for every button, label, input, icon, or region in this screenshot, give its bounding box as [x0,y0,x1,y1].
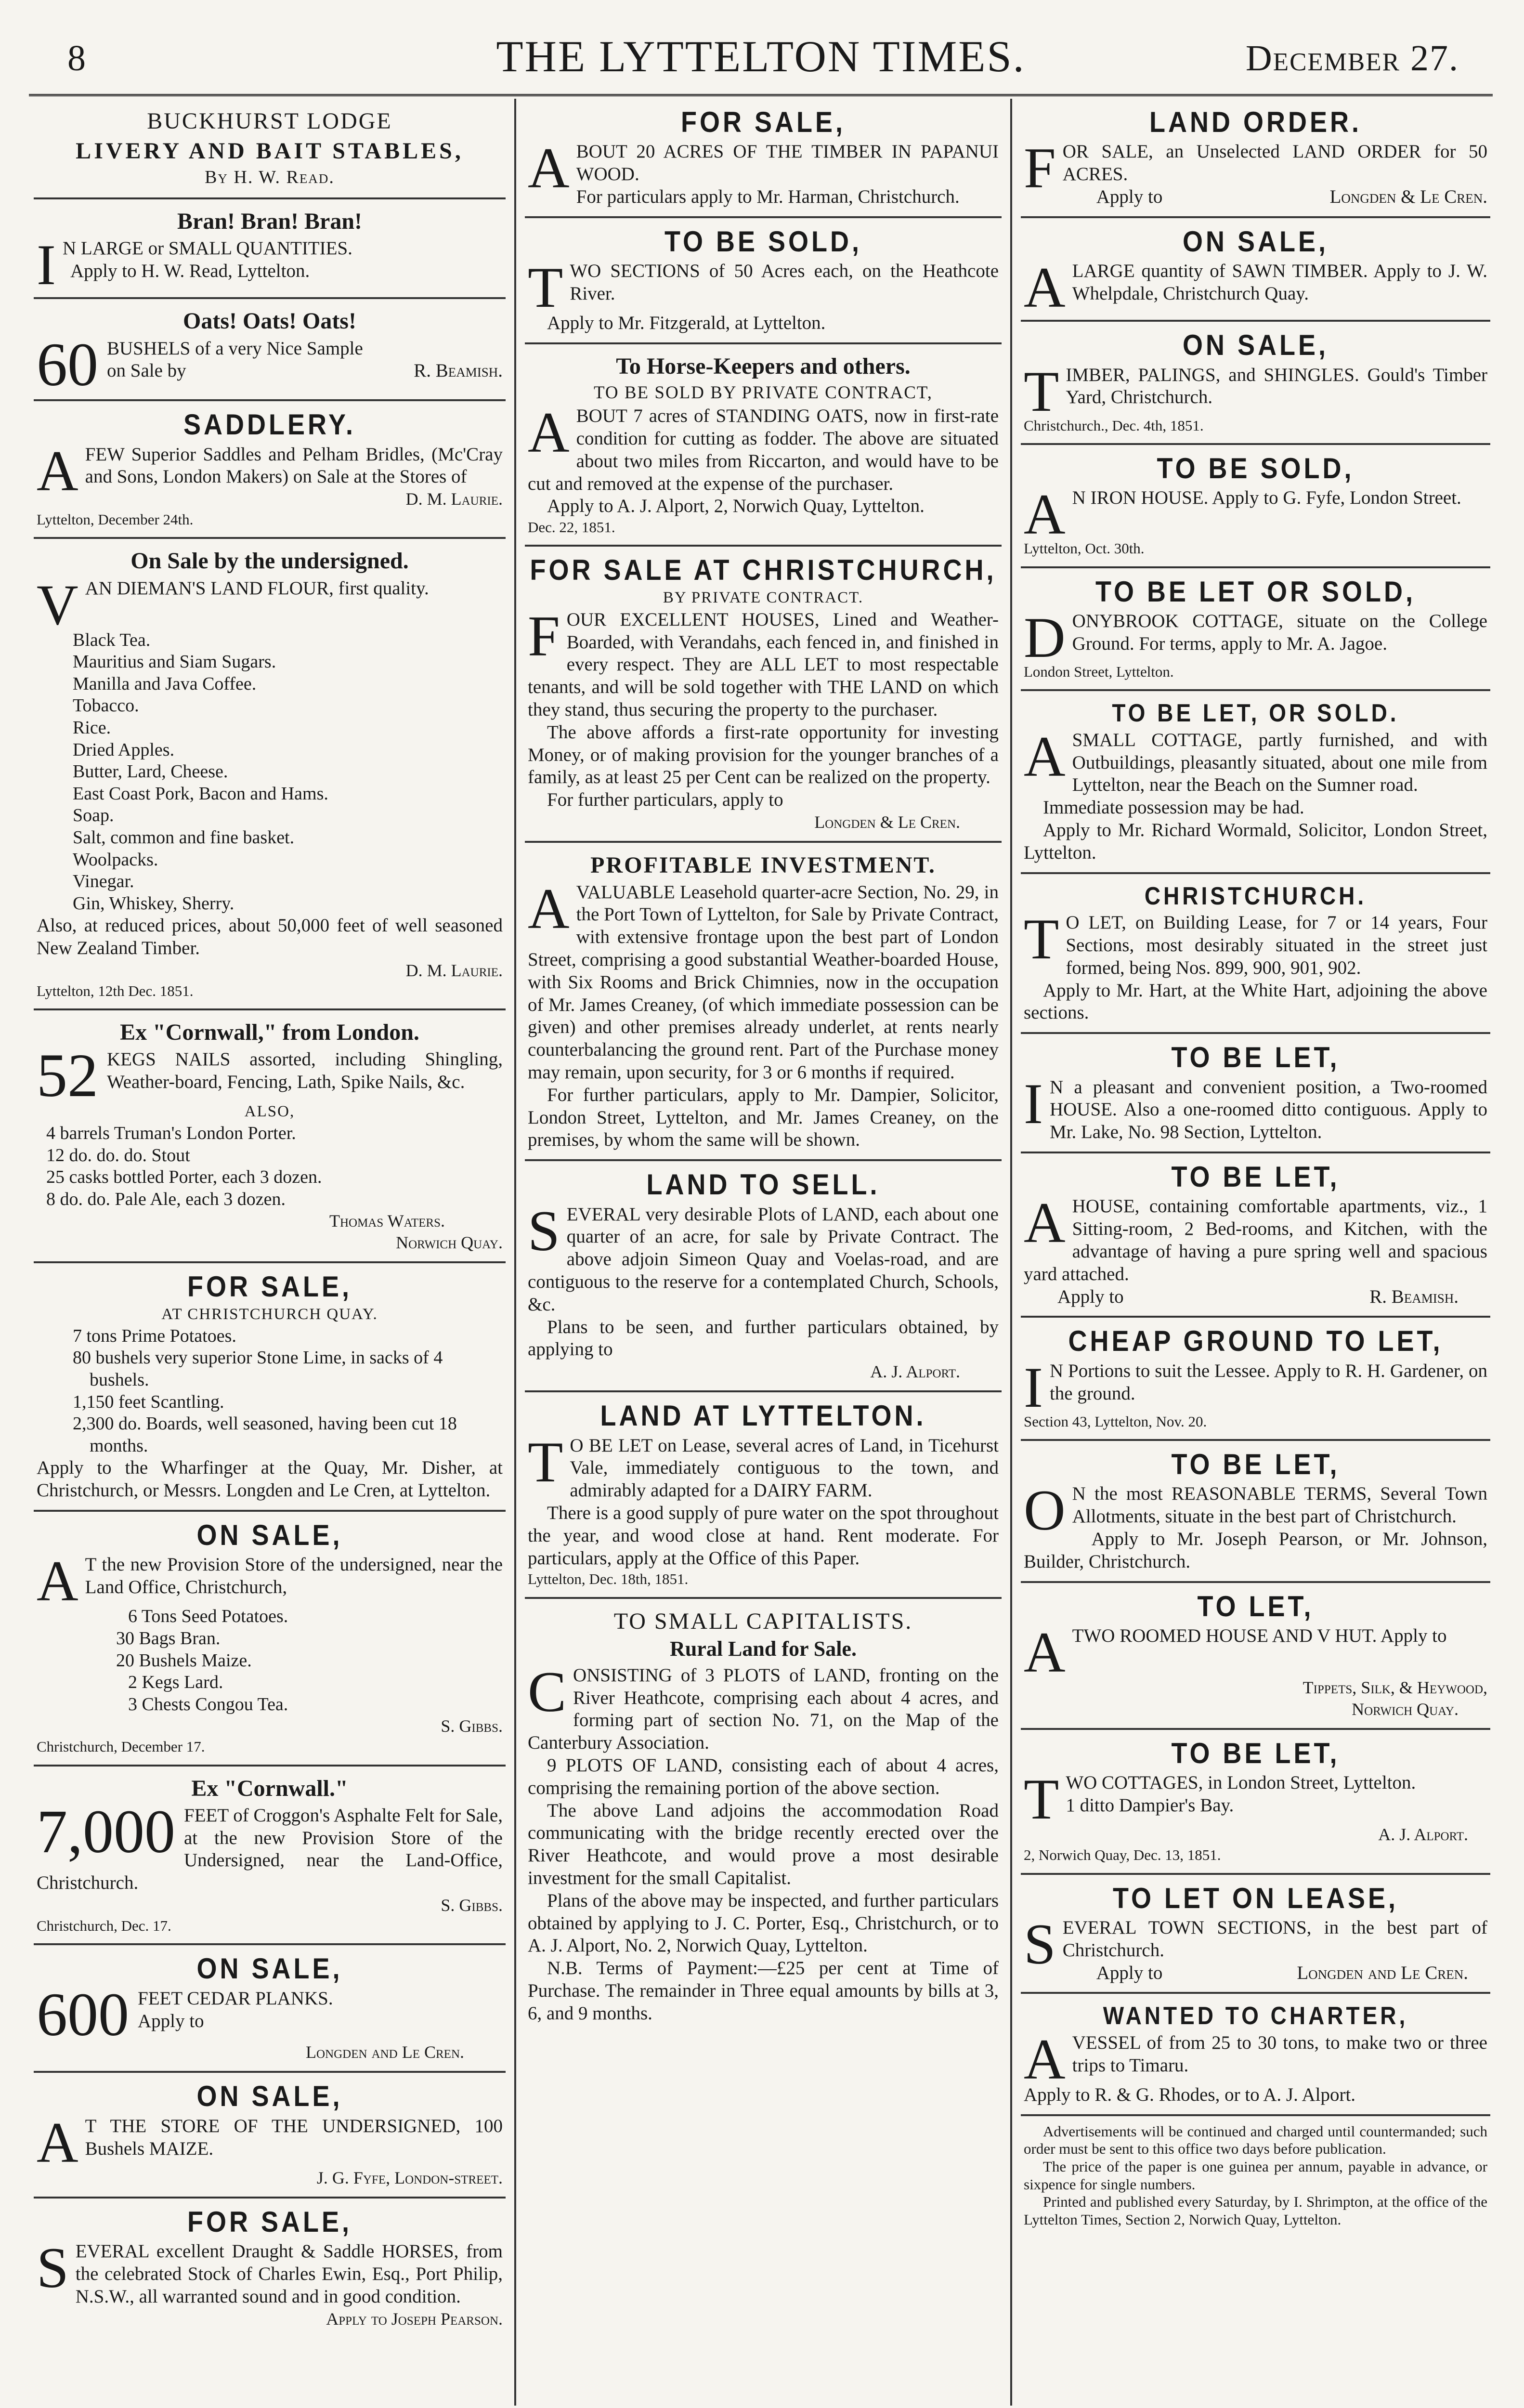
ad-horse-keepers [525,344,1002,547]
list-item: East Coast Pork, Bacon and Hams. [73,783,328,804]
notice-text: The price of the paper is one guinea per annum, payable in advance, or sixpence for single numbers. [1024,2158,1487,2193]
ad-text: EVERAL very desirable Plots of LAND, each about one quarter of an acre, for sale by Private Contract. The above adjoin Simeon Quay and Voelas-road, and are contiguous to the reserve for a contemplated Church, Schools, &c. [528,1204,999,1315]
ad-apply: Apply to Mr. Fitzgerald, at Lyttelton. [547,313,826,334]
list-item: Tobacco. [73,695,139,716]
column-rule [514,99,516,2406]
list-item: 8 do. do. Pale Ale, each 3 dozen. [46,1189,286,1209]
ad-signature: Longden and Le Cren. [1297,1962,1468,1983]
ad-text: WO COTTAGES, in London Street, Lyttelton. [1066,1772,1416,1793]
ad-small-cottage [1021,691,1490,874]
ad-two-cottages [1021,1730,1490,1875]
list-item: 1,150 feet Scantling. [73,1391,224,1412]
ad-horses [34,2199,506,2338]
list-item: Manilla and Java Coffee. [73,673,257,694]
ad-text: N the most REASONABLE TERMS, Several Town Allotments, situate in the best part of Christchurch. [1072,1483,1487,1527]
ad-subheading: LIVERY AND BAIT STABLES, [76,138,464,164]
ad-signature: S. Gibbs. [441,1716,503,1736]
list-item: 2 Kegs Lard. [128,1672,223,1693]
drop-cap: A [528,876,570,941]
ad-buckhurst-lodge [34,99,506,199]
ad-heading: CHRISTCHURCH. [1144,881,1367,910]
ad-byline: By H. W. Read. [205,167,335,188]
list-item: Rice. [73,718,111,738]
list-item: Dried Apples. [73,739,175,760]
ad-signature: S. Gibbs. [441,1896,503,1915]
ad-papanui-timber [525,99,1002,218]
drop-cap: F [528,603,560,668]
list-item: 6 Tons Seed Potatoes. [128,1606,288,1627]
list-item: Soap. [73,805,114,826]
publication-notice [1021,2116,1490,2236]
ad-text: on Sale by [107,360,186,381]
ad-signature: Longden & Le Cren. [814,812,960,832]
goods-list [37,1606,503,1715]
drop-cap: A [1024,724,1066,788]
ad-text: Plans to be seen, and further particulars obtained, by applying to [528,1316,999,1360]
drop-cap: I [37,233,56,297]
ad-heading: Ex "Cornwall." [191,1775,348,1801]
ad-text: OR SALE, an Unselected LAND ORDER for 50 ACRES. [1062,141,1487,185]
ad-heading: TO BE LET OR SOLD, [1095,575,1416,608]
drop-cap: A [37,2110,78,2174]
ad-heading: LAND TO SELL. [646,1168,880,1201]
ad-heading: ON SALE, [1182,329,1329,362]
drop-cap: S [37,2236,69,2300]
ad-land-order [1021,99,1490,218]
column-rule [1010,99,1012,2406]
ad-apply: For further particulars, apply to [547,789,783,811]
drop-cap: A [1024,482,1066,547]
ad-house-apartments [1021,1153,1490,1318]
ad-heading: To Horse-Keepers and others. [616,353,911,379]
ad-undersigned [34,539,506,1010]
ad-text: BOUT 20 ACRES OF THE TIMBER IN PAPANUI WOOD. [576,141,999,185]
ad-saddlery [34,401,506,539]
ad-text: There is a good supply of pure water on the spot throughout the year, and wood close at hand. Rent moderate. For particulars, apply at the Office of this Paper. [528,1502,999,1569]
ad-text: OUR EXCELLENT HOUSES, Lined and Weather-Boarded, with Verandahs, each fenced in, and finished in every respect. They are ALL LET to most respectable tenants, and will be sold together with THE LAND on which they stand, thus securing the property to the purchaser. [528,609,999,720]
ad-heading: LAND ORDER. [1149,106,1362,139]
drop-cap: A [37,1549,78,1613]
ad-dateline: 2, Norwich Quay, Dec. 13, 1851. [1024,1846,1221,1864]
column-2 [525,99,1002,2406]
ad-text: T THE STORE OF THE UNDERSIGNED, 100 Bushels MAIZE. [85,2115,503,2159]
ad-text: Apply to Mr. Joseph Pearson, or Mr. Johnson, Builder, Christchurch. [1024,1529,1487,1572]
ad-text: TWO ROOMED HOUSE AND V HUT. Apply to [1072,1625,1447,1646]
ad-donybrook [1021,568,1490,692]
ad-text: AN DIEMAN'S LAND FLOUR, first quality. [85,577,429,599]
ad-text: O LET, on Building Lease, for 7 or 14 years, Four Sections, most desirably situated in the street just formed, being Nos. 899, 900, 901, 902. [1066,912,1487,978]
list-item: 3 Chests Congou Tea. [128,1694,288,1714]
newspaper-title: THE LYTTELTON TIMES. [496,32,1026,81]
list-item: Vinegar. [73,871,134,892]
list-item: Gin, Whiskey, Sherry. [73,893,234,914]
list-item: 25 casks bottled Porter, each 3 dozen. [46,1167,322,1188]
list-item: 2,300 do. Boards, well seasoned, having been cut 18 months. [73,1413,457,1456]
ad-heading: TO BE LET, [1171,1737,1340,1770]
ad-small-capitalists [525,1599,1002,2033]
drop-cap: A [1024,255,1066,320]
ad-signature: Longden & Le Cren. [1329,186,1487,207]
ad-signature: Apply to Joseph Pearson. [326,2309,503,2329]
ad-address: Norwich Quay. [396,1233,503,1253]
ad-dateline: Christchurch., Dec. 4th, 1851. [1024,417,1204,434]
ad-quantity: 600 [37,1980,129,2049]
ad-text: FEET CEDAR PLANKS. [138,1988,333,2009]
list-item: 30 Bags Bran. [116,1628,221,1649]
ad-town-allotments [1021,1441,1490,1583]
ad-two-roomed-house [1021,1034,1490,1153]
ad-text: IMBER, PALINGS, and SHINGLES. Gould's Timber Yard, Christchurch. [1066,364,1487,408]
ad-heading: TO BE LET, [1171,1041,1340,1074]
column-1 [34,99,506,2406]
ad-text: Also, at reduced prices, about 50,000 feet of well seasoned New Zealand Timber. [37,915,503,959]
ad-heading: Ex "Cornwall," from London. [120,1020,419,1046]
ad-apply: Apply to [1057,1286,1124,1307]
ad-heading: ON SALE, [196,1519,343,1552]
ad-text: VALUABLE Leasehold quarter-acre Section, No. 29, in the Port Town of Lyttelton, for Sale by Private Contract, with extensive frontage upon the best part of London Street, comprising a good substantial Weather-boarded House, with Six Rooms and Brick Chimnies, now in the occupation of Mr. James Creaney, (of which immediate possession can be given) and other premises already underlet, at rents nearly counterbalancing the ground rent. Part of the Purchase money may remain, upon security, for 3 or 6 months if required. [528,881,999,1083]
ad-heading: CHEAP GROUND TO LET, [1068,1325,1443,1358]
ad-text: O BE LET on Lease, several acres of Land, in Ticehurst Vale, immediately contiguous to the town, and admirably adapted for a DAIRY FARM. [570,1435,999,1501]
ad-text: 9 PLOTS OF LAND, consisting each of about 4 acres, comprising the remaining portion of the above section. [528,1754,999,1798]
drop-cap: T [528,255,563,320]
drop-cap: A [528,400,570,465]
drop-cap: F [1024,136,1056,200]
goods-list [37,629,503,915]
ad-hut [1021,1583,1490,1730]
ad-dateline: Dec. 22, 1851. [528,519,615,536]
ad-heading: FOR SALE AT CHRISTCHURCH, [530,554,997,587]
ad-text: ONSISTING of 3 PLOTS of LAND, fronting on the River Heathcote, comprising each about 4 acres, and forming part of section No. 71, on the Map of the Canterbury Association. [528,1664,999,1754]
ad-heading: TO LET, [1197,1590,1314,1623]
ad-heading: ON SALE, [196,2080,343,2113]
ad-dateline: London Street, Lyttelton. [1024,663,1174,680]
drop-cap: T [1024,359,1059,423]
ad-signature: Tippets, Silk, & Heywood, [1303,1678,1487,1697]
ad-text: Immediate possession may be had. [1043,797,1304,818]
ad-dateline: Lyttelton, 12th Dec. 1851. [37,982,194,999]
ad-also: ALSO, [244,1103,295,1121]
ad-signature: J. G. Fyfe, London-street. [316,2168,503,2187]
ad-sawn-timber [1021,218,1490,322]
ad-wanted-to-charter [1021,1994,1490,2116]
ad-quantity: 7,000 [37,1797,175,1866]
drop-cap: A [1024,2027,1066,2092]
ad-text: SMALL COTTAGE, partly furnished, and with Outbuildings, pleasantly situated, about one mile from Lyttelton, near the Beach on the Sumner road. [1072,729,1487,796]
ad-bran [34,199,506,299]
drop-cap: V [37,572,78,637]
ad-text: FEW Superior Saddles and Pelham Bridles, (Mc'Cray and Sons, London Makers) on Sale at the Stores of [85,444,503,487]
ad-heading: TO BE LET, [1171,1161,1340,1193]
ad-text: LARGE quantity of SAWN TIMBER. Apply to J. W. Whelpdale, Christchurch Quay. [1072,261,1487,304]
goods-list [37,1123,503,1210]
ad-signature: Thomas Waters. [329,1211,445,1231]
ad-profitable-investment [525,843,1002,1161]
ad-signature: Longden and Le Cren. [306,2042,464,2062]
drop-cap: A [1024,1620,1066,1684]
ad-cornwall-nails [34,1010,506,1263]
ad-dateline: Section 43, Lyttelton, Nov. 20. [1024,1413,1207,1430]
ad-heading: TO BE SOLD, [1157,452,1355,485]
ad-subheading: AT CHRISTCHURCH QUAY. [161,1305,378,1323]
ad-text: For further particulars, apply to Mr. Dampier, Solicitor, London Street, Lyttelton, and Mr. James Creaney, on the premises, by whom the same will be shown. [528,1084,999,1151]
list-item: Black Tea. [73,629,151,650]
ad-text: N IRON HOUSE. Apply to G. Fyfe, London Street. [1072,487,1461,509]
ad-oats [34,299,506,401]
ad-text: FEET of Croggon's Asphalte Felt for Sale, at the new Provision Store of the Undersigned, near the Land-Office, Christchurch. [37,1805,503,1894]
ad-text: Apply to the Wharfinger at the Quay, Mr. Disher, at Christchurch, or Messrs. Longden and Le Cren, at Lyttelton. [37,1457,503,1501]
list-item: Salt, common and fine basket. [73,827,295,848]
ad-dateline: Lyttelton, December 24th. [37,511,194,528]
ad-signature: D. M. Laurie. [405,489,503,509]
list-item: 12 do. do. do. Stout [46,1145,190,1165]
list-item: 20 Bushels Maize. [116,1650,252,1671]
ad-heading: ON SALE, [196,1952,343,1985]
ad-heading: Bran! Bran! Bran! [177,209,362,235]
ad-text: For particulars apply to Mr. Harman, Christchurch. [576,186,960,207]
ad-text: 1 ditto Dampier's Bay. [1066,1795,1234,1816]
ad-text: Plans of the above may be inspected, and further particulars obtained by applying to J. C. Porter, Esq., Christchurch, or to A. J. Alport, No. 2, Norwich Quay, Lyttelton. [528,1890,999,1956]
drop-cap: A [528,136,570,200]
ad-heading: LAND AT LYTTELTON. [600,1400,926,1432]
ad-heading: ON SALE, [1182,225,1329,258]
ad-heading: TO SMALL CAPITALISTS. [613,1608,913,1634]
ad-text: N.B. Terms of Payment:—£25 per cent at Time of Purchase. The remainder in Three equal amounts by bills at 3, 6, and 9 months. [528,1958,999,2024]
ad-signature: A. J. Alport. [870,1362,960,1382]
drop-cap: I [1024,1355,1043,1419]
ad-cedar-planks [34,1945,506,2073]
ad-apply: Apply to H. W. Read, Lyttelton. [70,261,310,282]
ad-christchurch-sections [1021,874,1490,1034]
ad-text: T the new Provision Store of the undersigned, near the Land Office, Christchurch, [85,1554,503,1598]
ad-quantity: 60 [37,330,98,399]
notice-text: Printed and published every Saturday, by I. Shrimpton, at the office of the Lyttelton Times, Section 2, Norwich Quay, Lyttelton. [1024,2193,1487,2228]
ad-heading: On Sale by the undersigned. [130,548,409,574]
goods-list [37,1325,503,1457]
ad-cheap-ground [1021,1318,1490,1441]
ad-text: WO SECTIONS of 50 Acres each, on the Heathcote River. [570,261,999,304]
ad-text: EVERAL excellent Draught & Saddle HORSES, from the celebrated Stock of Charles Ewin, Esq., Port Philip, N.S.W., all warranted sound and in good condition. [75,2241,503,2307]
ad-town-sections-lease [1021,1875,1490,1994]
ad-text: N LARGE or SMALL QUANTITIES. [62,238,352,259]
list-item: 7 tons Prime Potatoes. [73,1325,236,1346]
ad-dateline: Christchurch, Dec. 17. [37,1917,171,1935]
ad-apply: Apply to A. J. Alport, 2, Norwich Quay, Lyttelton. [547,496,925,517]
list-item: Butter, Lard, Cheese. [73,761,228,782]
ad-heading: FOR SALE, [187,2206,352,2238]
ad-heading: SADDLERY. [183,408,356,441]
ad-text: The above Land adjoins the accommodation Road communicating with the bridge recently erected over the River Heathcote, and would prove a most desirable investment for the small Capitalist. [528,1800,999,1888]
drop-cap: A [37,438,78,503]
ad-asphalte-felt [34,1767,506,1946]
ad-text: BUSHELS of a very Nice Sample [107,338,363,359]
ad-signature: R. Beamish. [1369,1286,1459,1307]
ad-text: N Portions to suit the Lessee. Apply to R. H. Gardener, on the ground. [1049,1360,1487,1404]
ad-land-to-sell [525,1161,1002,1392]
column-3 [1021,99,1490,2406]
ad-apply: Apply to [1096,186,1163,207]
ad-text: N a pleasant and convenient position, a Two-roomed HOUSE. Also a one-roomed ditto contiguous. Apply to Mr. Lake, No. 98 Section, Lyttelton. [1049,1076,1487,1143]
ad-dateline: Christchurch, December 17. [37,1738,205,1755]
list-item: 80 bushels very superior Stone Lime, in sacks of 4 bushels. [73,1348,443,1390]
ad-heading: TO LET ON LEASE, [1112,1882,1399,1915]
ad-subheading: BY PRIVATE CONTRACT. [663,589,864,606]
page-number: 8 [67,38,86,79]
ad-apply: Apply to [138,2010,204,2031]
ad-text: The above affords a first-rate opportunity for investing Money, or of making provision for the younger branches of a family, as at least 25 per Cent can be realized on the property. [528,721,999,788]
ad-text: BOUT 7 acres of STANDING OATS, now in first-rate condition for cutting as fodder. The above are situated about two miles from Riccarton, and would have to be cut and removed at the expense of the purchaser. [528,406,999,494]
drop-cap: T [528,1429,563,1494]
ad-heading: TO BE LET, OR SOLD. [1112,699,1399,727]
ad-text: ONYBROOK COTTAGE, situate on the College Ground. For terms, apply to Mr. A. Jagoe. [1072,610,1487,654]
drop-cap: I [1024,1071,1043,1136]
ad-dateline: Lyttelton, Dec. 18th, 1851. [528,1570,689,1588]
list-item: 4 barrels Truman's London Porter. [46,1123,296,1144]
ad-heading: FOR SALE, [187,1270,352,1303]
ad-maize [34,2073,506,2198]
drop-cap: C [528,1659,567,1724]
ad-subheading: Rural Land for Sale. [670,1637,857,1661]
ad-iron-house [1021,445,1490,568]
ad-heading: TO BE LET, [1171,1448,1340,1481]
ad-address: Norwich Quay. [1352,1700,1459,1719]
drop-cap: O [1024,1478,1066,1543]
drop-cap: S [528,1198,560,1263]
drop-cap: T [1024,907,1059,971]
ad-land-at-lyttelton [525,1392,1002,1598]
ad-palings [1021,322,1490,445]
drop-cap: S [1024,1912,1056,1976]
ad-signature: R. Beamish. [414,360,503,381]
ad-heathcote-sections [525,218,1002,344]
drop-cap: A [1024,1191,1066,1255]
ad-quantity: 52 [37,1041,98,1110]
ad-heading: FOR SALE, [680,106,846,139]
ad-apply: Apply to R. & G. Rhodes, or to A. J. Alport. [1024,2084,1356,2106]
notice-text: Advertisements will be continued and charged until countermanded; such order must be sent to this office two days before publication. [1024,2122,1487,2158]
ad-heading: BUCKHURST LODGE [147,108,392,134]
ad-text: Apply to Mr. Hart, at the White Hart, adjoining the above sections. [1024,980,1487,1023]
ad-heading: WANTED TO CHARTER, [1103,2002,1408,2030]
drop-cap: D [1024,605,1066,669]
ad-text: Apply to Mr. Richard Wormald, Solicitor, London Street, Lyttelton. [1024,820,1487,863]
list-item: Woolpacks. [73,849,158,870]
ad-signature: A. J. Alport. [1378,1825,1468,1845]
ad-apply: Apply to [1096,1962,1163,1983]
ad-heading: PROFITABLE INVESTMENT. [590,852,936,878]
ad-text: EVERAL TOWN SECTIONS, in the best part of Christchurch. [1062,1917,1487,1961]
masthead [29,14,1493,96]
ad-text: KEGS NAILS assorted, including Shingling, Weather-board, Fencing, Lath, Spike Nails, &c. [107,1049,503,1093]
ad-christchurch-quay [34,1263,506,1512]
drop-cap: T [1024,1767,1059,1832]
ad-dateline: Lyttelton, Oct. 30th. [1024,540,1145,557]
issue-date: December 27. [1245,38,1459,79]
ad-subheading: TO BE SOLD BY PRIVATE CONTRACT, [593,383,933,403]
ad-provision-store [34,1512,506,1767]
ad-text: HOUSE, containing comfortable apartments, viz., 1 Sitting-room, 2 Bed-rooms, and Kitchen, with the advantage of having a pure spring well and spacious yard attached. [1024,1196,1487,1284]
ad-heading: TO BE SOLD, [664,225,862,258]
ad-christchurch-houses [525,547,1002,843]
ad-text: VESSEL of from 25 to 30 tons, to make two or three trips to Timaru. [1072,2032,1487,2076]
list-item: Mauritius and Siam Sugars. [73,652,276,672]
ad-heading: Oats! Oats! Oats! [183,308,356,334]
ad-signature: D. M. Laurie. [405,960,503,980]
